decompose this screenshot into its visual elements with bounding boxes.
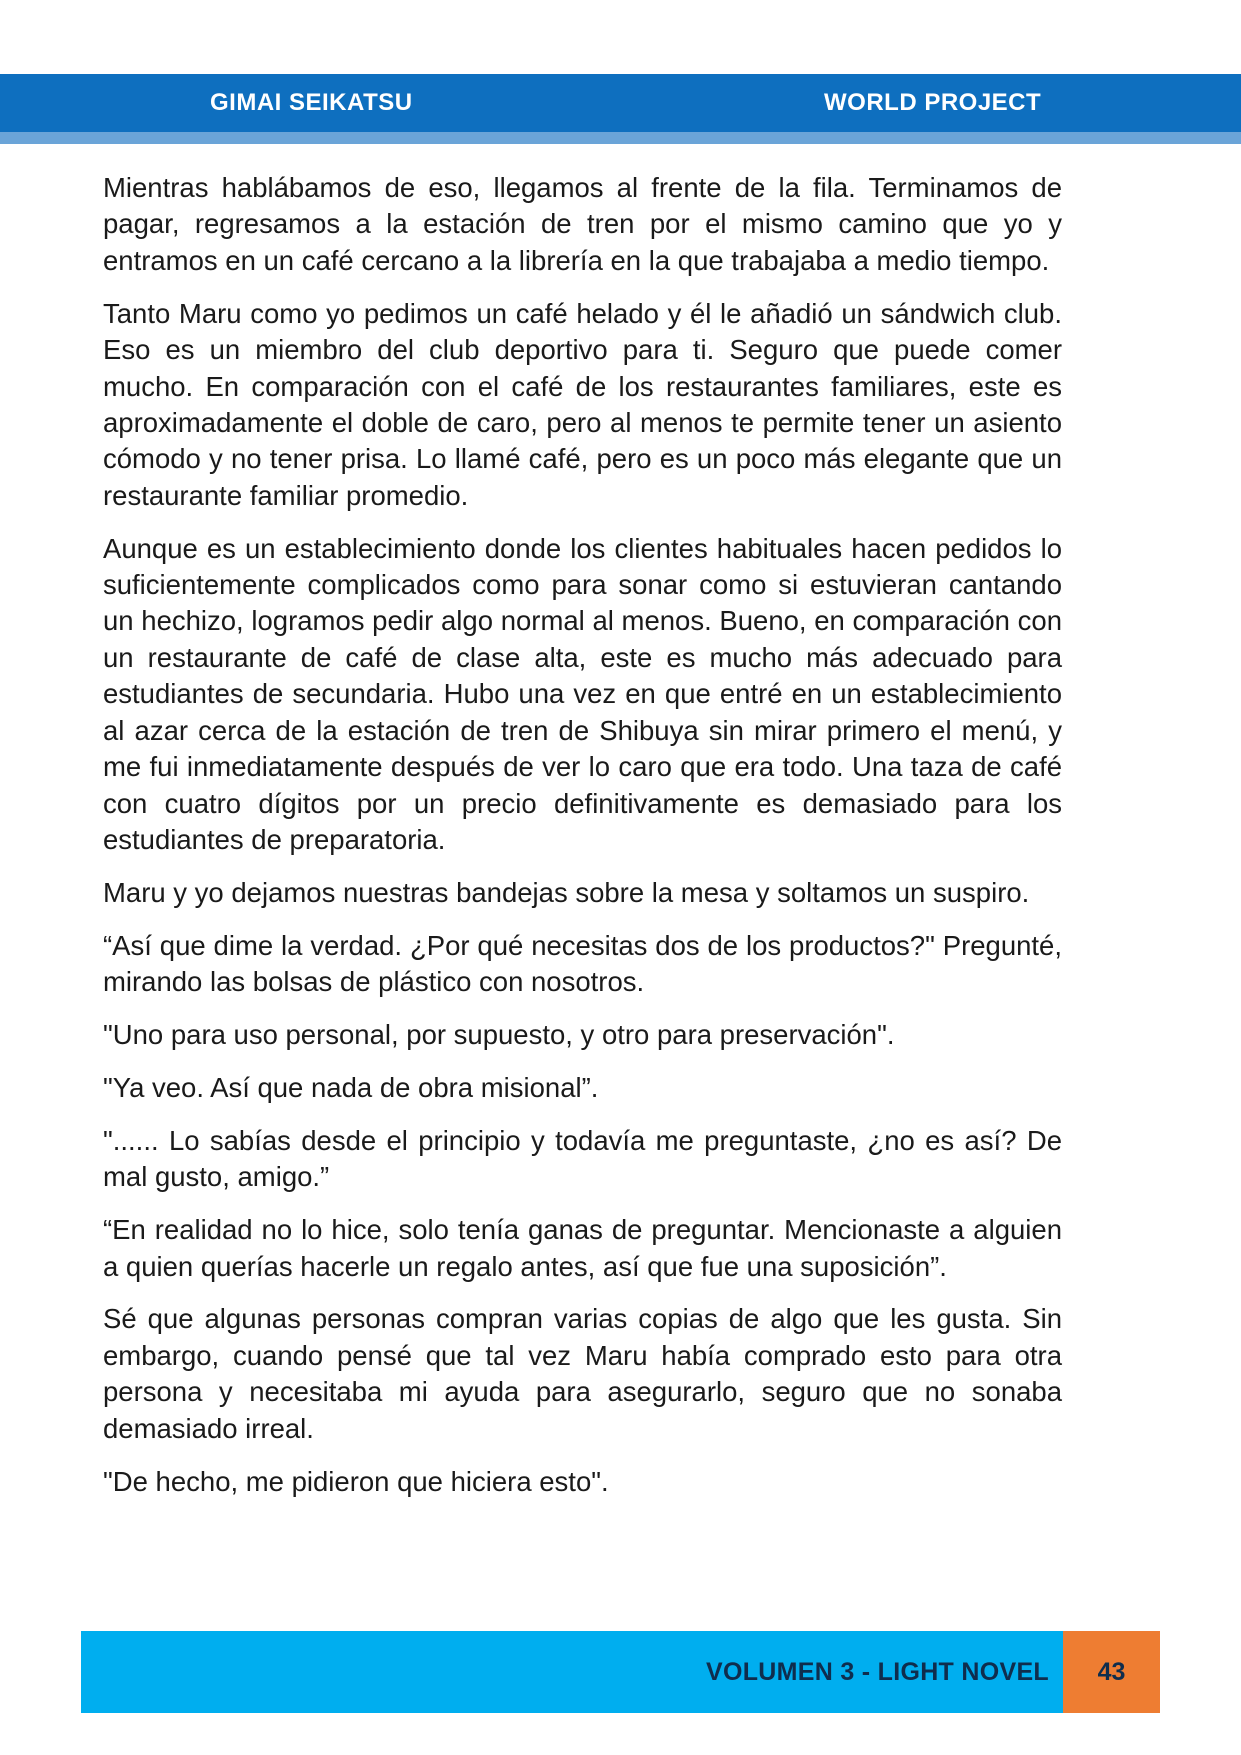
paragraph: Mientras hablábamos de eso, llegamos al frente de la fila. Terminamos de pagar, regresamos a la estación de tren por el mismo camino que yo y entramos en un café cercano a la librería en la que trabajaba a medio tiempo.: [103, 172, 1062, 276]
page-number: 43: [1097, 1658, 1126, 1686]
paragraph: "De hecho, me pidieron que hiciera esto".: [103, 1465, 609, 1497]
paragraph: Tanto Maru como yo pedimos un café helado y él le añadió un sándwich club. Eso es un miembro del club deportivo para ti. Seguro que puede comer mucho. En comparación con el café de los restaurantes familiares, este es aproximadamente el doble de caro, pero al menos te permite tener un asiento cómodo y no tener prisa. Lo llamé café, pero es un poco más elegante que un restaurante familiar promedio.: [103, 297, 1062, 511]
paragraph: Sé que algunas personas compran varias copias de algo que les gusta. Sin embargo, cuando pensé que tal vez Maru había comprado esto para otra persona y necesitaba mi ayuda para asegurarlo, seguro que no sonaba demasiado irreal.: [103, 1303, 1062, 1444]
paragraph: “En realidad no lo hice, solo tenía ganas de preguntar. Mencionaste a alguien a quien querías hacerle un regalo antes, así que fue una suposición”.: [103, 1214, 1062, 1282]
paragraph: "Uno para uso personal, por supuesto, y otro para preservación".: [103, 1019, 895, 1051]
header-series-title: GIMAI SEIKATSU: [210, 89, 413, 116]
header-bar: [0, 74, 1241, 132]
paragraph: "Ya veo. Así que nada de obra misional”.: [103, 1071, 599, 1103]
paragraph: Maru y yo dejamos nuestras bandejas sobre la mesa y soltamos un suspiro.: [103, 876, 1030, 908]
paragraph: Aunque es un establecimiento donde los clientes habituales hacen pedidos lo suficientemente complicados como para sonar como si estuvieran cantando un hechizo, logramos pedir algo normal al menos. Bueno, en comparación con un restaurante de café de clase alta, este es mucho más adecuado para estudiantes de secundaria. Hubo una vez en que entré en un establecimiento al azar cerca de la estación de tren de Shibuya sin mirar primero el menú, y me fui inmediatamente después de ver lo caro que era todo. Una taza de café con cuatro dígitos por un precio definitivamente es demasiado para los estudiantes de preparatoria.: [103, 532, 1062, 855]
header-project-name: WORLD PROJECT: [824, 89, 1042, 116]
header-underline: [0, 132, 1241, 144]
paragraph: "...... Lo sabías desde el principio y todavía me preguntaste, ¿no es así? De mal gusto, amigo.”: [103, 1124, 1062, 1193]
footer-volume-label: VOLUMEN 3 - LIGHT NOVEL: [705, 1658, 1049, 1686]
paragraph: “Así que dime la verdad. ¿Por qué necesitas dos de los productos?" Pregunté, mirando las bolsas de plástico con nosotros.: [103, 929, 1062, 998]
page-body: [103, 170, 1062, 1517]
